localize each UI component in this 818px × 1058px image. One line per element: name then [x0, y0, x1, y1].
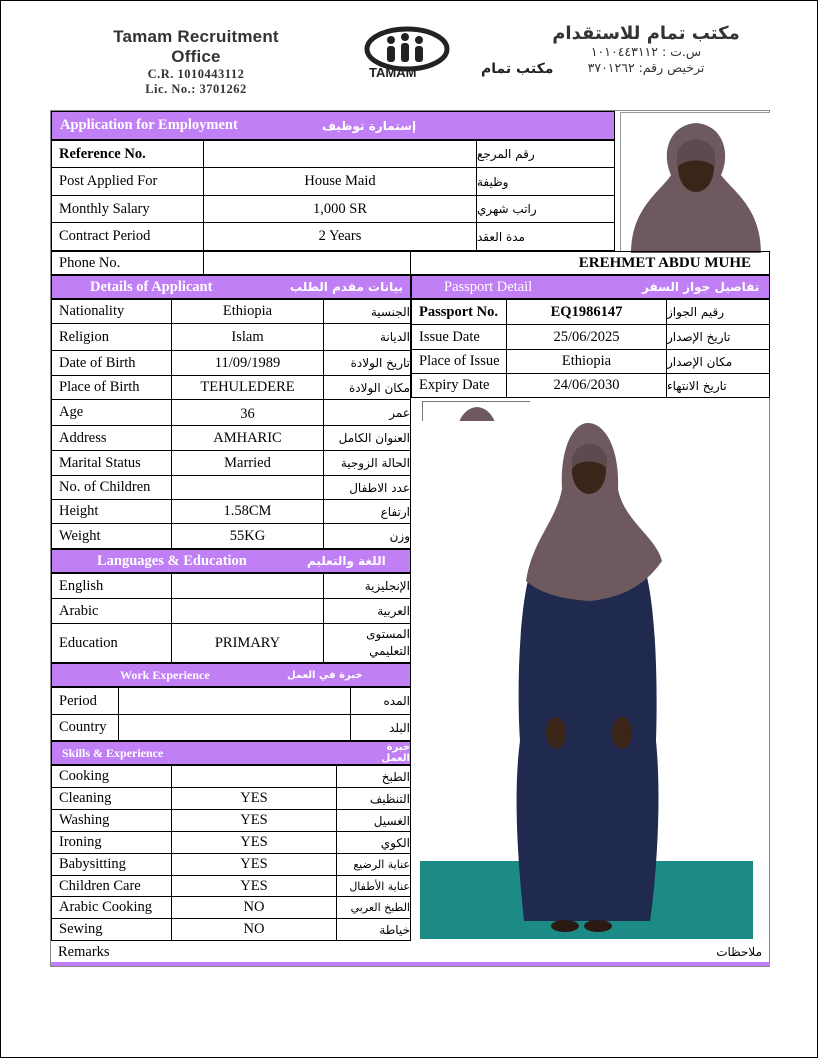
sewing-label: Sewing — [51, 918, 172, 941]
languages-title-en: Languages & Education — [97, 552, 247, 569]
nationality-label-ar: الجنسية — [323, 299, 411, 324]
office-cr-ar: س.ت : ١٠١٠٤٤٣١١٢ — [590, 44, 702, 59]
age-label: Age — [51, 399, 172, 426]
age-label-ar: عمر — [323, 399, 411, 426]
ironing-label-ar: الكوي — [336, 831, 411, 854]
details-title-en: Details of Applicant — [90, 278, 213, 295]
english-label: English — [51, 573, 172, 599]
reference-label-ar: رقم المرجع — [476, 140, 615, 168]
address-label: Address — [51, 425, 172, 451]
religion-label: Religion — [51, 323, 172, 351]
cleaning-label: Cleaning — [51, 787, 172, 810]
passport-no-label-ar: رقيم الجواز — [666, 299, 770, 325]
place-issue-label: Place of Issue — [411, 349, 507, 374]
remarks-label-ar: ملاحظات — [716, 945, 762, 959]
pob-value: TEHULEDERE — [171, 375, 324, 400]
country-value — [118, 714, 351, 741]
details-band — [51, 275, 411, 299]
education-value: PRIMARY — [171, 623, 324, 663]
passport-title-ar: تفاصيل جواز السفر — [642, 280, 760, 294]
address-value: AMHARIC — [171, 425, 324, 451]
dob-label: Date of Birth — [51, 350, 172, 376]
logo-text-ar: مكتب تمام — [481, 61, 554, 77]
height-value: 1.58CM — [171, 499, 324, 524]
contract-label-ar: مدة العقد — [476, 222, 615, 251]
cleaning-value: YES — [171, 787, 337, 810]
post-label: Post Applied For — [51, 167, 204, 196]
office-license-en: Lic. No.: 3701262 — [145, 82, 247, 96]
portrait-photo-image — [621, 113, 771, 253]
height-label-ar: ارتفاع — [323, 499, 411, 524]
ironing-value: YES — [171, 831, 337, 854]
period-label: Period — [51, 687, 119, 715]
arabic-label-ar: العربية — [323, 598, 411, 624]
work-title-en: Work Experience — [120, 667, 210, 682]
details-title-ar: بيانات مقدم الطلب — [290, 280, 404, 294]
babysitting-value: YES — [171, 853, 337, 876]
period-value — [118, 687, 351, 715]
washing-label: Washing — [51, 809, 172, 832]
country-label-ar: البلد — [350, 714, 411, 741]
english-value — [171, 573, 324, 599]
sewing-label-ar: خياطة — [336, 918, 411, 941]
english-label-ar: الإنجليزية — [323, 573, 411, 599]
babysitting-label-ar: عناية الرضيع — [336, 853, 411, 876]
expiry-value: 24/06/2030 — [506, 373, 667, 398]
arabic-value — [171, 598, 324, 624]
office-license-ar: ترخيص رقم: ٣٧٠١٢٦٢ — [587, 60, 705, 75]
office-name-ar: مكتب تمام للاستقدام — [552, 23, 740, 44]
bottom-band — [51, 962, 770, 966]
reference-label: Reference No. — [51, 140, 204, 168]
weight-label: Weight — [51, 523, 172, 549]
cleaning-label-ar: التنظيف — [336, 787, 411, 810]
dob-label-ar: تاريخ الولادة — [323, 350, 411, 376]
age-value: 36 — [171, 399, 324, 426]
skills-title-ar: خبرة العمل — [381, 742, 410, 764]
expiry-label-ar: تاريخ الانتهاء — [666, 373, 770, 398]
salary-label-ar: راتب شهري — [476, 195, 615, 223]
children-care-label: Children Care — [51, 875, 172, 897]
children-label-ar: عدد الاطفال — [323, 475, 411, 500]
contract-value: 2 Years — [203, 222, 477, 251]
passport-title-en: Passport Detail — [444, 278, 533, 295]
phone-value — [203, 251, 411, 275]
period-label-ar: المده — [350, 687, 411, 715]
post-label-ar: وظيفة — [476, 167, 615, 196]
arabic-cooking-value: NO — [171, 896, 337, 919]
marital-label: Marital Status — [51, 450, 172, 476]
full-photo-image — [420, 421, 753, 939]
phone-label: Phone No. — [51, 251, 204, 275]
height-label: Height — [51, 499, 172, 524]
arabic-cooking-label: Arabic Cooking — [51, 896, 172, 919]
issue-date-value: 25/06/2025 — [506, 324, 667, 350]
applicant-full-photo — [420, 421, 753, 939]
arabic-cooking-label-ar: الطبخ العربي — [336, 896, 411, 919]
cooking-value — [171, 765, 337, 788]
salary-label: Monthly Salary — [51, 195, 204, 223]
dob-value: 11/09/1989 — [171, 350, 324, 376]
reference-value — [203, 140, 477, 168]
header-english — [93, 27, 299, 97]
nationality-label: Nationality — [51, 299, 172, 324]
header-arabic — [541, 23, 751, 76]
skills-title-en: Skills & Experience — [62, 745, 164, 760]
washing-value: YES — [171, 809, 337, 832]
logo-text-en: TAMAM — [369, 65, 417, 80]
education-label-ar: المستوى التعليمي — [323, 623, 411, 663]
salary-value: 1,000 SR — [203, 195, 477, 223]
office-cr-en: C.R. 1010443112 — [147, 67, 245, 81]
skills-band — [51, 741, 411, 765]
cooking-label: Cooking — [51, 765, 172, 788]
children-label: No. of Children — [51, 475, 172, 500]
babysitting-label: Babysitting — [51, 853, 172, 876]
applicant-name: EREHMET ABDU MUHE — [410, 251, 770, 275]
passport-band — [411, 275, 770, 299]
languages-title-ar: اللغة والتعليم — [307, 554, 386, 568]
pob-label: Place of Birth — [51, 375, 172, 400]
passport-no-label: Passport No. — [411, 299, 507, 325]
washing-label-ar: الغسيل — [336, 809, 411, 832]
passport-no-value: EQ1986147 — [506, 299, 667, 325]
remarks-label: Remarks — [58, 943, 110, 960]
education-label: Education — [51, 623, 172, 663]
work-title-ar: خبرة في العمل — [287, 669, 363, 681]
cooking-label-ar: الطبخ — [336, 765, 411, 788]
work-band — [51, 663, 411, 687]
applicant-portrait-photo — [620, 112, 770, 252]
application-band — [51, 111, 615, 140]
religion-value: Islam — [171, 323, 324, 351]
remarks-row — [51, 941, 770, 963]
country-label: Country — [51, 714, 119, 741]
expiry-label: Expiry Date — [411, 373, 507, 398]
sewing-value: NO — [171, 918, 337, 941]
marital-label-ar: الحالة الزوجية — [323, 450, 411, 476]
nationality-value: Ethiopia — [171, 299, 324, 324]
issue-date-label-ar: تاريخ الإصدار — [666, 324, 770, 350]
address-label-ar: العنوان الكامل — [323, 425, 411, 451]
application-title-en: Application for Employment — [60, 117, 238, 133]
children-value — [171, 475, 324, 500]
weight-label-ar: وزن — [323, 523, 411, 549]
religion-label-ar: الديانة — [323, 323, 411, 351]
place-issue-value: Ethiopia — [506, 349, 667, 374]
contract-label: Contract Period — [51, 222, 204, 251]
weight-value: 55KG — [171, 523, 324, 549]
children-care-value: YES — [171, 875, 337, 897]
tamam-logo — [361, 23, 554, 81]
application-title-ar: إستمارة توظيف — [322, 118, 417, 133]
arabic-label: Arabic — [51, 598, 172, 624]
place-issue-label-ar: مكان الإصدار — [666, 349, 770, 374]
post-value: House Maid — [203, 167, 477, 196]
issue-date-label: Issue Date — [411, 324, 507, 350]
ironing-label: Ironing — [51, 831, 172, 854]
pob-label-ar: مكان الولادة — [323, 375, 411, 400]
languages-band — [51, 549, 411, 573]
marital-value: Married — [171, 450, 324, 476]
children-care-label-ar: عناية الأطفال — [336, 875, 411, 897]
office-name-en: Tamam Recruitment Office — [113, 27, 279, 66]
